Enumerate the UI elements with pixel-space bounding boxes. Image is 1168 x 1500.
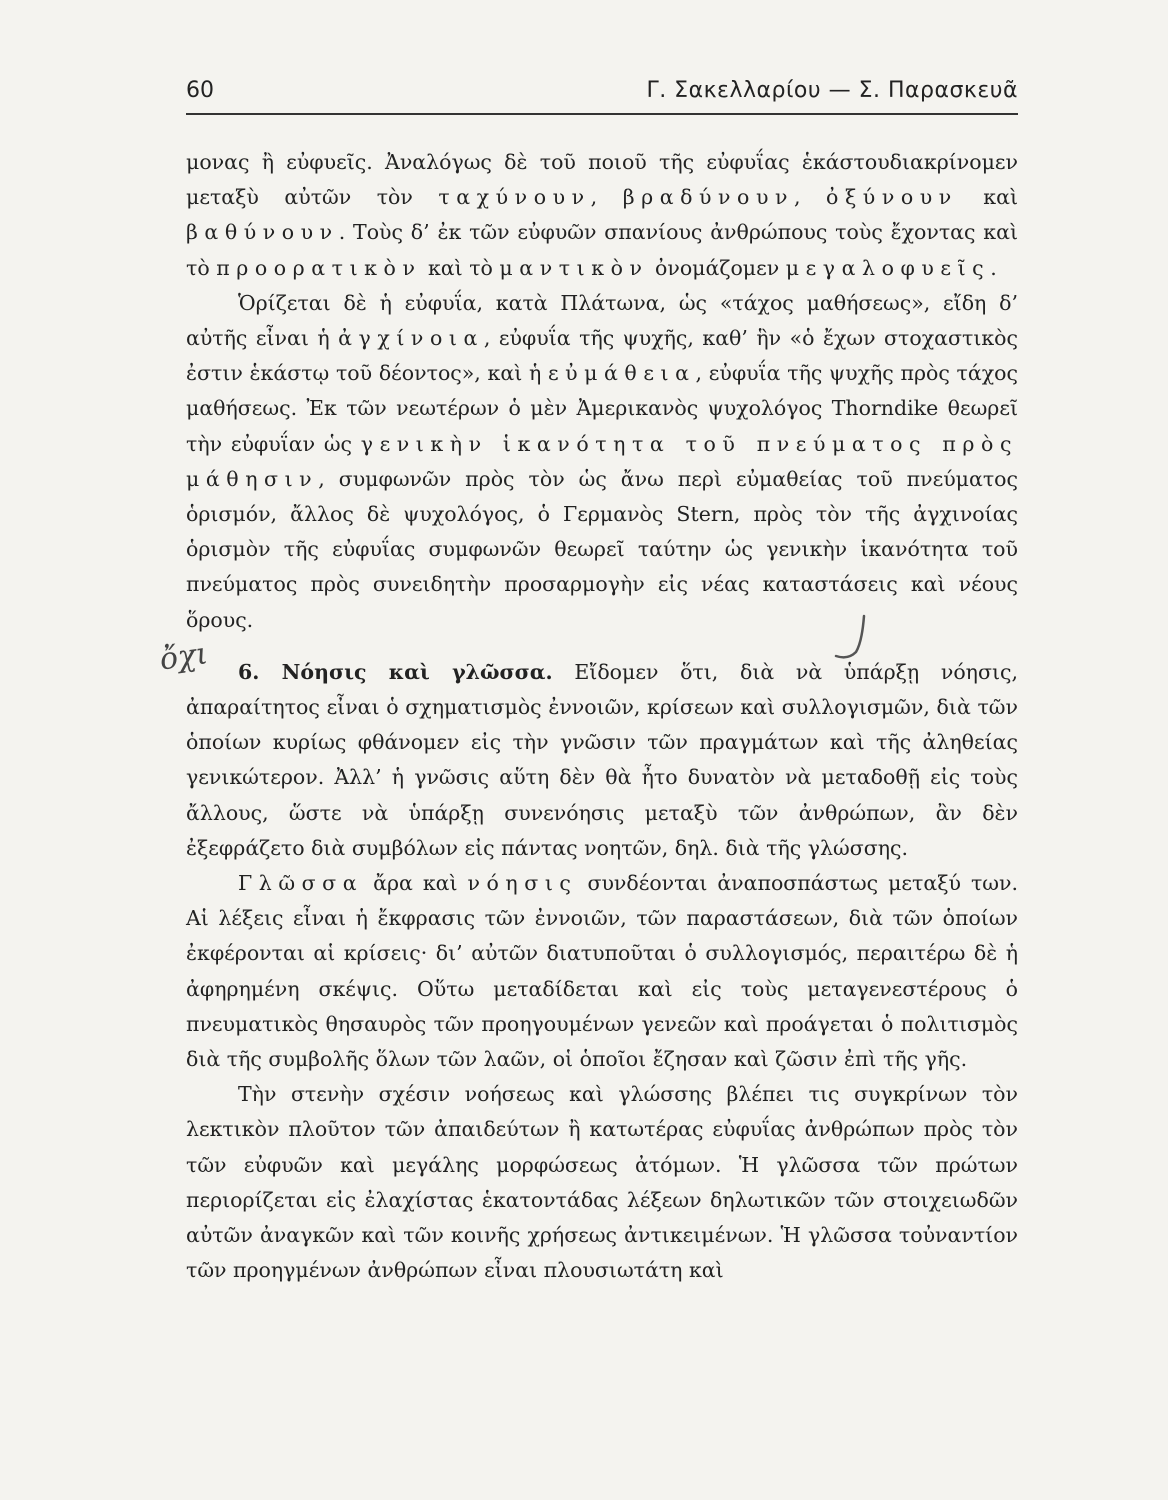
spaced-term: εὐμάθεια (547, 361, 696, 386)
spaced-term: ταχύνουν (438, 185, 591, 210)
paragraph-3: ὄχι 6. Νόησις καὶ γλῶσσα. Εἴδομεν ὅτι, διὰ νὰ ὑπάρξῃ νόησις, ἀπαραίτητος εἶναι ὁ σχηματισμὸς ἐννοιῶν, κρίσεων καὶ συλλογισμῶν, διὰ τῶν ὁποίων κυρίως φθάνομεν εἰς τὴν γνῶσιν τῶν πραγμάτων καὶ τῆς ἀληθείας γενικώτερον. Ἀλλ’ ἡ γνῶσις αὕτη δὲν θὰ ἦτο δυνατὸν νὰ μεταδοθῇ εἰς τοὺς ἄλλους, ὥστε νὰ ὑπάρξῃ συνενόησις μεταξὺ τῶν ἀνθρώπων, ἂν δὲν ἐξεφράζετο διὰ συμβόλων εἰς πάντας νοητῶν, δηλ. διὰ τῆς γλώσσης. (186, 655, 1018, 866)
handwritten-margin-note: ὄχι (157, 636, 210, 678)
page-number: 60 (186, 78, 214, 103)
spaced-term: νόησις (467, 871, 578, 896)
spaced-term: βαθύνουν (186, 220, 339, 245)
page-header (186, 78, 1018, 115)
spaced-term: Γλῶσσα (238, 871, 364, 896)
body-text (157, 145, 1019, 1289)
paragraph-5: Τὴν στενὴν σχέσιν νοήσεως καὶ γλώσσης βλέπει τις συγκρίνων τὸν λεκτικὸν πλοῦτον τῶν ἀπαιδεύτων ἢ κατωτέρας εὐφυΐας ἀνθρώπων πρὸς τὸν τῶν εὐφυῶν καὶ μεγάλης μορφώσεως ἀτόμων. Ἡ γλῶσσα τῶν πρώτων περιορίζεται εἰς ἐλαχίστας ἑκατοντάδας λέξεων δηλωτικῶν τῶν στοιχειωδῶν αὐτῶν ἀναγκῶν καὶ τῶν κοινῆς χρήσεως ἀντικειμένων. Ἡ γλῶσσα τοὐναντίον τῶν προηγμένων ἀνθρώπων εἶναι πλουσιωτάτη καὶ (186, 1082, 1018, 1283)
running-title: Γ. Σακελλαρίου — Σ. Παρασκευᾶ (646, 78, 1018, 103)
section-heading: 6. Νόησις καὶ γλῶσσα. (238, 659, 553, 684)
spaced-term: γενικὴν ἱκανότητα τοῦ πνεύματος πρὸς μάθησιν (186, 431, 1018, 491)
paragraph-1: μονας ἢ εὐφυεῖς. Ἀναλόγως δὲ τοῦ ποιοῦ τῆς εὐφυΐας ἑκάστουδιακρίνομεν μεταξὺ αὐτῶν τὸν ταχύνουν, βραδύνουν, ὀξύνουν καὶ βαθύνουν. Τοὺς δ’ ἐκ τῶν εὐφυῶν σπανίους ἀνθρώπους τοὺς ἔχοντας καὶ τὸ προορατικὸν καὶ τὸ μαντικὸν ὀνομάζομεν μεγαλοφυεῖς. (186, 150, 1018, 280)
spaced-term: ἀγχίνοια (338, 326, 484, 351)
handwritten-check-mark (832, 612, 868, 662)
paragraph-2: Ὁρίζεται δὲ ἡ εὐφυΐα, κατὰ Πλάτωνα, ὡς «τάχος μαθήσεως», εἴδη δ’ αὐτῆς εἶναι ἡ ἀγχίνοια, εὐφυΐα τῆς ψυχῆς, καθ’ ἣν «ὁ ἔχων στοχαστικὸς ἐστιν ἑκάστῳ τοῦ δέοντος», καὶ ἡ εὐμάθεια, εὐφυΐα τῆς ψυχῆς πρὸς τάχος μαθήσεως. Ἐκ τῶν νεωτέρων ὁ μὲν Ἀμερικανὸς ψυχολόγος Thorndike θεωρεῖ τὴν εὐφυΐαν ὡς γενικὴν ἱκανότητα τοῦ πνεύματος πρὸς μάθησιν, συμφωνῶν πρὸς τὸν ὡς ἄνω περὶ εὐμαθείας τοῦ πνεύματος ὁρισμόν, ἄλλος δὲ ψυχολόγος, ὁ Γερμανὸς Stern, πρὸς τὸν τῆς ἀγχινοίας ὁρισμὸν τῆς εὐφυΐας συμφωνῶν θεωρεῖ ταύτην ὡς γενικὴν ἱκανότητα τοῦ πνεύματος πρὸς συνειδητὴν προσαρμογὴν εἰς νέας καταστάσεις καὶ νέους ὅρους. (186, 290, 1018, 632)
spaced-term: μαντικὸν (499, 255, 649, 280)
spaced-term: προορατικὸν (216, 255, 422, 280)
spaced-term: βραδύνουν (622, 185, 795, 210)
spaced-term: ὀξύνουν (826, 185, 958, 210)
spaced-term: μεγαλοφυεῖς (785, 255, 991, 280)
paragraph-4: Γλῶσσα ἄρα καὶ νόησις συνδέονται ἀναποσπάστως μεταξύ των. Αἱ λέξεις εἶναι ἡ ἔκφρασις τῶν ἐννοιῶν, τῶν παραστάσεων, διὰ τῶν ὁποίων ἐκφέρονται αἱ κρίσεις· δι’ αὐτῶν διατυποῦται ὁ συλλογισμός, περαιτέρω δὲ ἡ ἀφηρημένη σκέψις. Οὕτω μεταδίδεται καὶ εἰς τοὺς μεταγενεστέρους ὁ πνευματικὸς θησαυρὸς τῶν προηγουμένων γενεῶν καὶ προάγεται ὁ πολιτισμὸς διὰ τῆς συμβολῆς ὅλων τῶν λαῶν, οἱ ὁποῖοι ἔζησαν καὶ ζῶσιν ἐπὶ τῆς γῆς. (186, 871, 1019, 1072)
